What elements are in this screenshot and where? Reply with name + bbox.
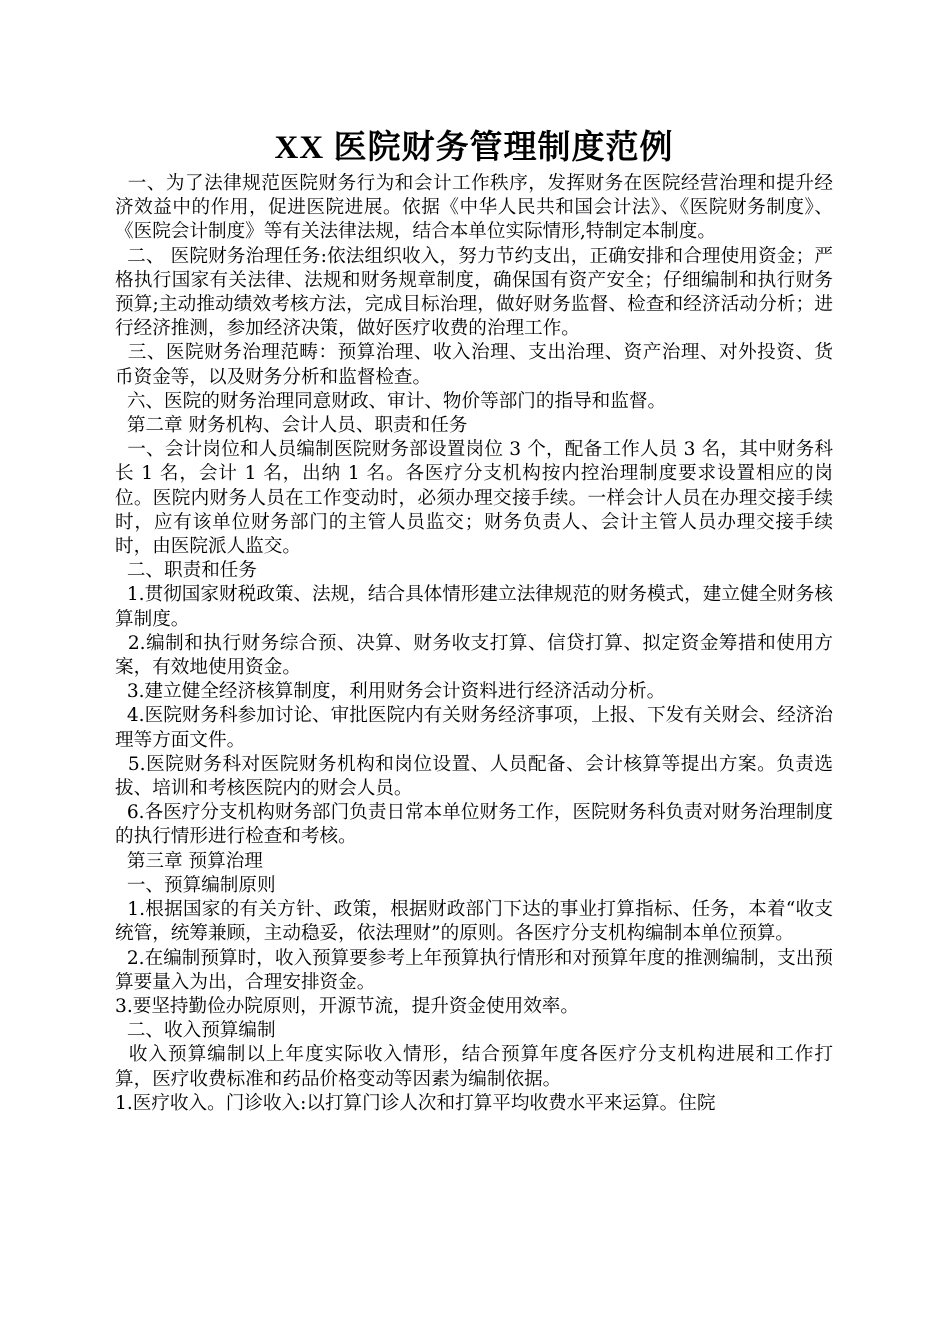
section-heading: 二、职责和任务: [115, 560, 257, 582]
list-item: 1.根据国家的有关方针、政策，根据财政部门下达的事业打算指标、任务，本着“收支统管，统筹兼顾，主动稳妥，依法理财”的原则。各医疗分支机构编制本单位预算。: [115, 899, 833, 945]
paragraph: 一、为了法律规范医院财务行为和会计工作秩序，发挥财务在医院经营治理和提升经济效益中的作用，促进医院进展。依据《中华人民共和国会计法》、《医院财务制度》、《医院会计制度》等有关法律法规，结合本单位实际情形,特制定本制度。: [115, 173, 833, 243]
document-body: [115, 172, 833, 1116]
list-item: 3.建立健全经济核算制度，利用财务会计资料进行经济活动分析。: [115, 681, 666, 703]
chapter-heading: 第二章 财务机构、会计人员、职责和任务: [115, 415, 468, 437]
list-item: 5.医院财务科对医院财务机构和岗位设置、人员配备、会计核算等提出方案。负责选拔、培训和考核医院内的财会人员。: [115, 753, 833, 800]
list-item: 2.在编制预算时，收入预算要参考上年预算执行情形和对预算年度的推测编制，支出预算要量入为出，合理安排资金。: [115, 947, 833, 993]
list-item: 4.医院财务科参加讨论、审批医院内有关财务经济事项，上报、下发有关财会、经济治理等方面文件。: [115, 705, 833, 751]
chapter-heading: 第三章 预算治理: [115, 850, 263, 872]
paragraph: 二、 医院财务治理任务:依法组织收入，努力节约支出，正确安排和合理使用资金；严格执行国家有关法律、法规和财务规章制度，确保国有资产安全；仔细编制和执行财务预算;主动推动绩效考核方法，完成目标治理，做好财务监督、检查和经济活动分析；进行经济推测，参加经济决策，做好医疗收费的治理工作。: [115, 245, 833, 340]
list-item: 3.要坚持勤俭办院原则，开源节流，提升资金使用效率。: [115, 995, 579, 1017]
paragraph: 三、医院财务治理范畴：预算治理、收入治理、支出治理、资产治理、对外投资、货币资金等，以及财务分析和监督检查。: [115, 342, 833, 388]
list-item: 6.各医疗分支机构财务部门负责日常本单位财务工作，医院财务科负责对财务治理制度的执行情形进行检查和考核。: [115, 802, 833, 848]
paragraph: 六、医院的财务治理同意财政、审计、物价等部门的指导和监督。: [115, 390, 667, 412]
section-heading: 一、预算编制原则: [115, 874, 276, 896]
list-item: 2.编制和执行财务综合预、决算、财务收支打算、信贷打算、拟定资金筹措和使用方案，有效地使用资金。: [115, 632, 833, 679]
paragraph: 一、会计岗位和人员编制医院财务部设置岗位 3 个，配备工作人员 3 名，其中财务科长 1 名，会计 1 名，出纳 1 名。各医疗分支机构按内控治理制度要求设置相应的岗位。医院内财务人员在工作变动时，必须办理交接手续。一样会计人员在办理交接手续时，应有该单位财务部门的主管人员监交；财务负责人、会计主管人员办理交接手续时，由医院派人监交。: [115, 439, 833, 558]
paragraph: 收入预算编制以上年度实际收入情形，结合预算年度各医疗分支机构进展和工作打算，医疗收费标准和药品价格变动等因素为编制依据。: [115, 1044, 833, 1090]
list-item: 1.贯彻国家财税政策、法规，结合具体情形建立法律规范的财务模式，建立健全财务核算制度。: [115, 584, 833, 630]
document-title: XX 医院财务管理制度范例: [274, 130, 674, 166]
list-item: 1.医疗收入。门诊收入:以打算门诊人次和打算平均收费水平来运算。住院: [115, 1092, 716, 1114]
document-page: [115, 127, 833, 1116]
section-heading: 二、收入预算编制: [115, 1020, 276, 1042]
